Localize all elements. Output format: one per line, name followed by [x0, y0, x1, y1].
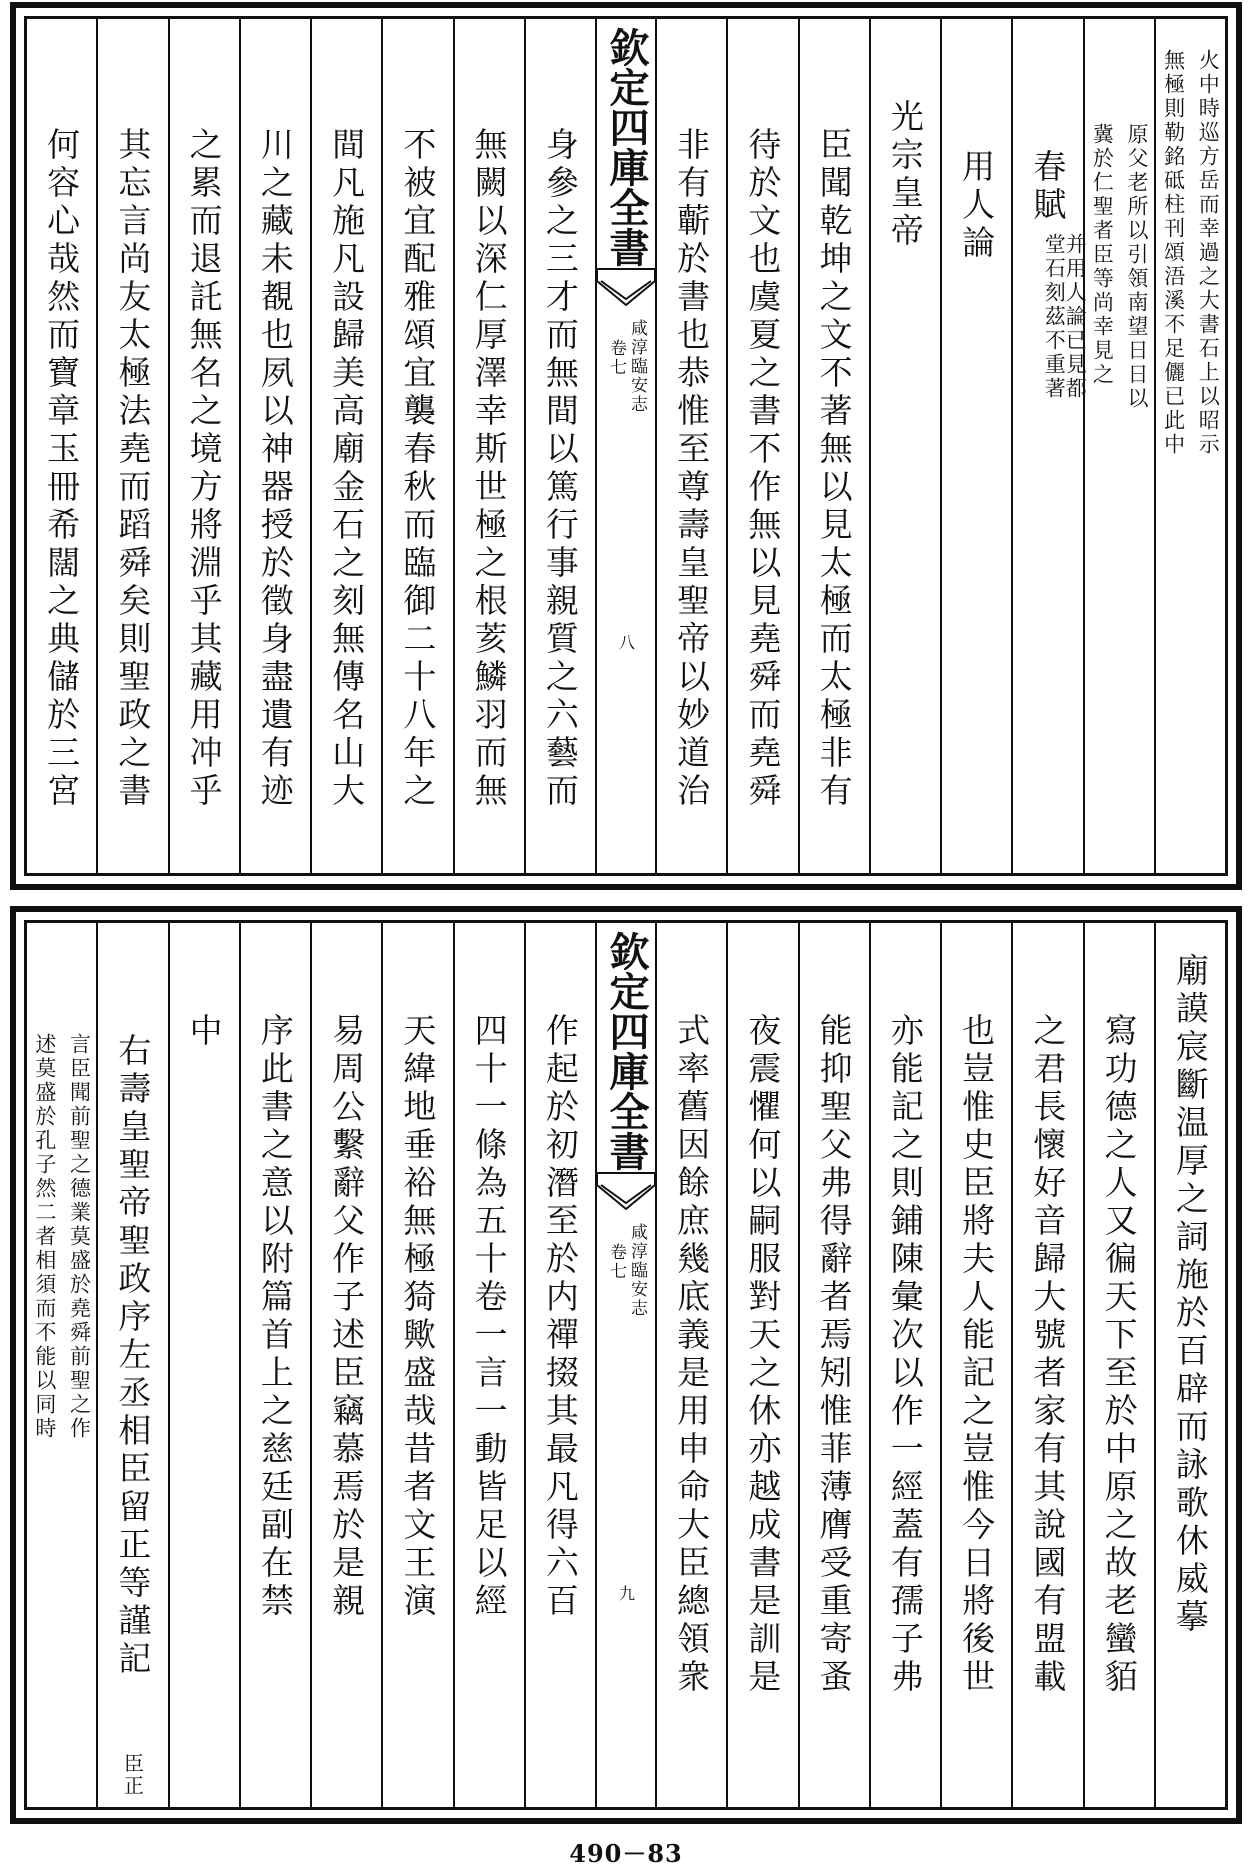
text-col — [871, 19, 942, 873]
note-text: 火中時巡方岳而幸過之大書石上以昭示 — [1196, 49, 1221, 457]
volume-label: 卷七 — [606, 1243, 626, 1281]
colophon-text: 右壽皇聖帝聖政序左丞相臣留正等謹記 — [113, 1033, 153, 1679]
body-text: 四十一條為五十卷一言一動皆足以經 — [469, 1013, 509, 1621]
body-text: 無闕以深仁厚澤幸斯世極之根荄鱗羽而無 — [469, 127, 509, 811]
note-text: 述莫盛於孔子然二者相須而不能以同時 — [32, 1033, 57, 1441]
emperor-text: 光宗皇帝 — [885, 99, 925, 251]
header-title: 欽定四庫全書 — [603, 27, 650, 267]
text-col — [728, 19, 799, 873]
text-col — [800, 19, 871, 873]
body-text: 式率舊因餘庶幾底義是用申命大臣總領衆 — [672, 1013, 712, 1697]
text-col — [170, 19, 241, 873]
note-text: 無極則勒銘砥柱刊頌浯溪不足儷已此中 — [1161, 49, 1186, 457]
text-col — [27, 19, 98, 873]
text-col — [1085, 923, 1156, 1807]
text-col — [98, 19, 169, 873]
text-col — [942, 923, 1013, 1807]
body-text: 其忘言尚友太極法堯而蹈舜矣則聖政之書 — [113, 127, 153, 811]
text-col — [1013, 19, 1088, 873]
text-col — [800, 923, 871, 1807]
header-title: 欽定四庫全書 — [603, 931, 650, 1171]
folio-number: 八 — [616, 634, 636, 650]
source-title: 咸淳臨安志 — [627, 319, 647, 414]
text-col — [657, 923, 728, 1807]
body-text: 何容心哉然而寶章玉冊希闊之典儲於三宮 — [42, 127, 82, 811]
upper-page — [10, 2, 1242, 890]
text-col — [98, 923, 169, 1807]
body-text: 也豈惟史臣將夫人能記之豈惟今日將後世 — [957, 1013, 997, 1697]
text-col — [241, 19, 312, 873]
body-text: 臣聞乾坤之文不著無以見太極而太極非有 — [814, 127, 854, 811]
text-col — [1156, 923, 1225, 1807]
text-col — [657, 19, 728, 873]
upper-page-columns — [27, 19, 1225, 873]
body-text: 間凡施凡設歸美高廟金石之刻無傳名山大 — [327, 127, 367, 811]
body-text: 亦能記之則鋪陳彙次以作一經蓋有孺子弗 — [885, 1013, 925, 1697]
body-text: 作起於初潛至於内禪掇其最凡得六百 — [540, 1013, 580, 1621]
body-text: 中 — [184, 1013, 224, 1051]
text-col — [455, 923, 526, 1807]
note-text: 原父老所以引領南望日日以 — [1124, 123, 1149, 411]
text-col — [170, 923, 241, 1807]
note-col — [1085, 19, 1156, 873]
fishtail-mark-icon — [597, 269, 655, 309]
text-col — [383, 19, 454, 873]
signature-text: 臣正 — [120, 1753, 145, 1797]
text-col — [728, 923, 799, 1807]
upper-page-frame — [24, 16, 1228, 876]
center-fold — [597, 923, 657, 1807]
body-text: 之君長懷好音歸大號者家有其說國有盟載 — [1028, 1013, 1068, 1697]
page-number-caption: 490－83 — [569, 1839, 683, 1868]
note-col — [27, 923, 98, 1807]
body-text: 川之藏未覩也夙以神器授於徵身盡遺有迹 — [255, 127, 295, 811]
lower-page — [10, 906, 1242, 1824]
note-text: 并用人論已見都 — [1063, 233, 1088, 401]
note-text: 冀於仁聖者臣等尚幸見之 — [1090, 123, 1115, 387]
body-text: 夜震懼何以嗣服對天之休亦越成書是訓是 — [743, 1013, 783, 1697]
body-text: 身參之三才而無間以篤行事親質之六藝而 — [540, 127, 580, 811]
text-col — [241, 923, 312, 1807]
fishtail-mark-icon — [597, 1173, 655, 1213]
lower-page-columns — [27, 923, 1225, 1807]
text-col — [871, 923, 942, 1807]
body-text: 之累而退託無名之境方將淵乎其藏用冲乎 — [184, 127, 224, 811]
body-text: 寫功德之人又徧天下至於中原之故老蠻貊 — [1099, 1013, 1139, 1697]
center-fold — [597, 19, 657, 873]
body-text: 不被宜配雅頌宜襲春秋而臨御二十八年之 — [398, 127, 438, 811]
body-text: 序此書之意以附篇首上之慈廷副在禁 — [255, 1013, 295, 1621]
title-text: 春賦 — [1028, 149, 1068, 225]
body-text: 待於文也虞夏之書不作無以見堯舜而堯舜 — [743, 127, 783, 811]
text-col — [312, 19, 383, 873]
note-text: 言臣聞前聖之德業莫盛於堯舜前聖之作 — [67, 1033, 92, 1441]
note-col — [1156, 19, 1225, 873]
text-col — [455, 19, 526, 873]
text-col — [383, 923, 454, 1807]
lower-page-frame — [24, 920, 1228, 1810]
body-text: 天緯地垂裕無極猗歟盛哉昔者文王演 — [398, 1013, 438, 1621]
body-text: 易周公繫辭父作子述臣竊慕焉於是親 — [327, 1013, 367, 1621]
body-text: 非有蘄於書也恭惟至尊壽皇聖帝以妙道治 — [672, 127, 712, 811]
note-text: 堂石刻茲不重著 — [1042, 233, 1067, 401]
text-col — [1013, 923, 1084, 1807]
body-text: 能抑聖父弗得辭者焉矧惟菲薄膺受重寄蚤 — [814, 1013, 854, 1697]
text-col — [526, 923, 597, 1807]
volume-label: 卷七 — [606, 339, 626, 377]
body-text: 廟謨宸斷温厚之詞施於百辟而詠歌休威摹 — [1170, 953, 1210, 1637]
folio-number: 九 — [616, 1585, 636, 1601]
text-col — [526, 19, 597, 873]
source-title: 咸淳臨安志 — [627, 1223, 647, 1318]
heading-text: 用人論 — [957, 149, 997, 263]
text-col — [942, 19, 1013, 873]
text-col — [312, 923, 383, 1807]
